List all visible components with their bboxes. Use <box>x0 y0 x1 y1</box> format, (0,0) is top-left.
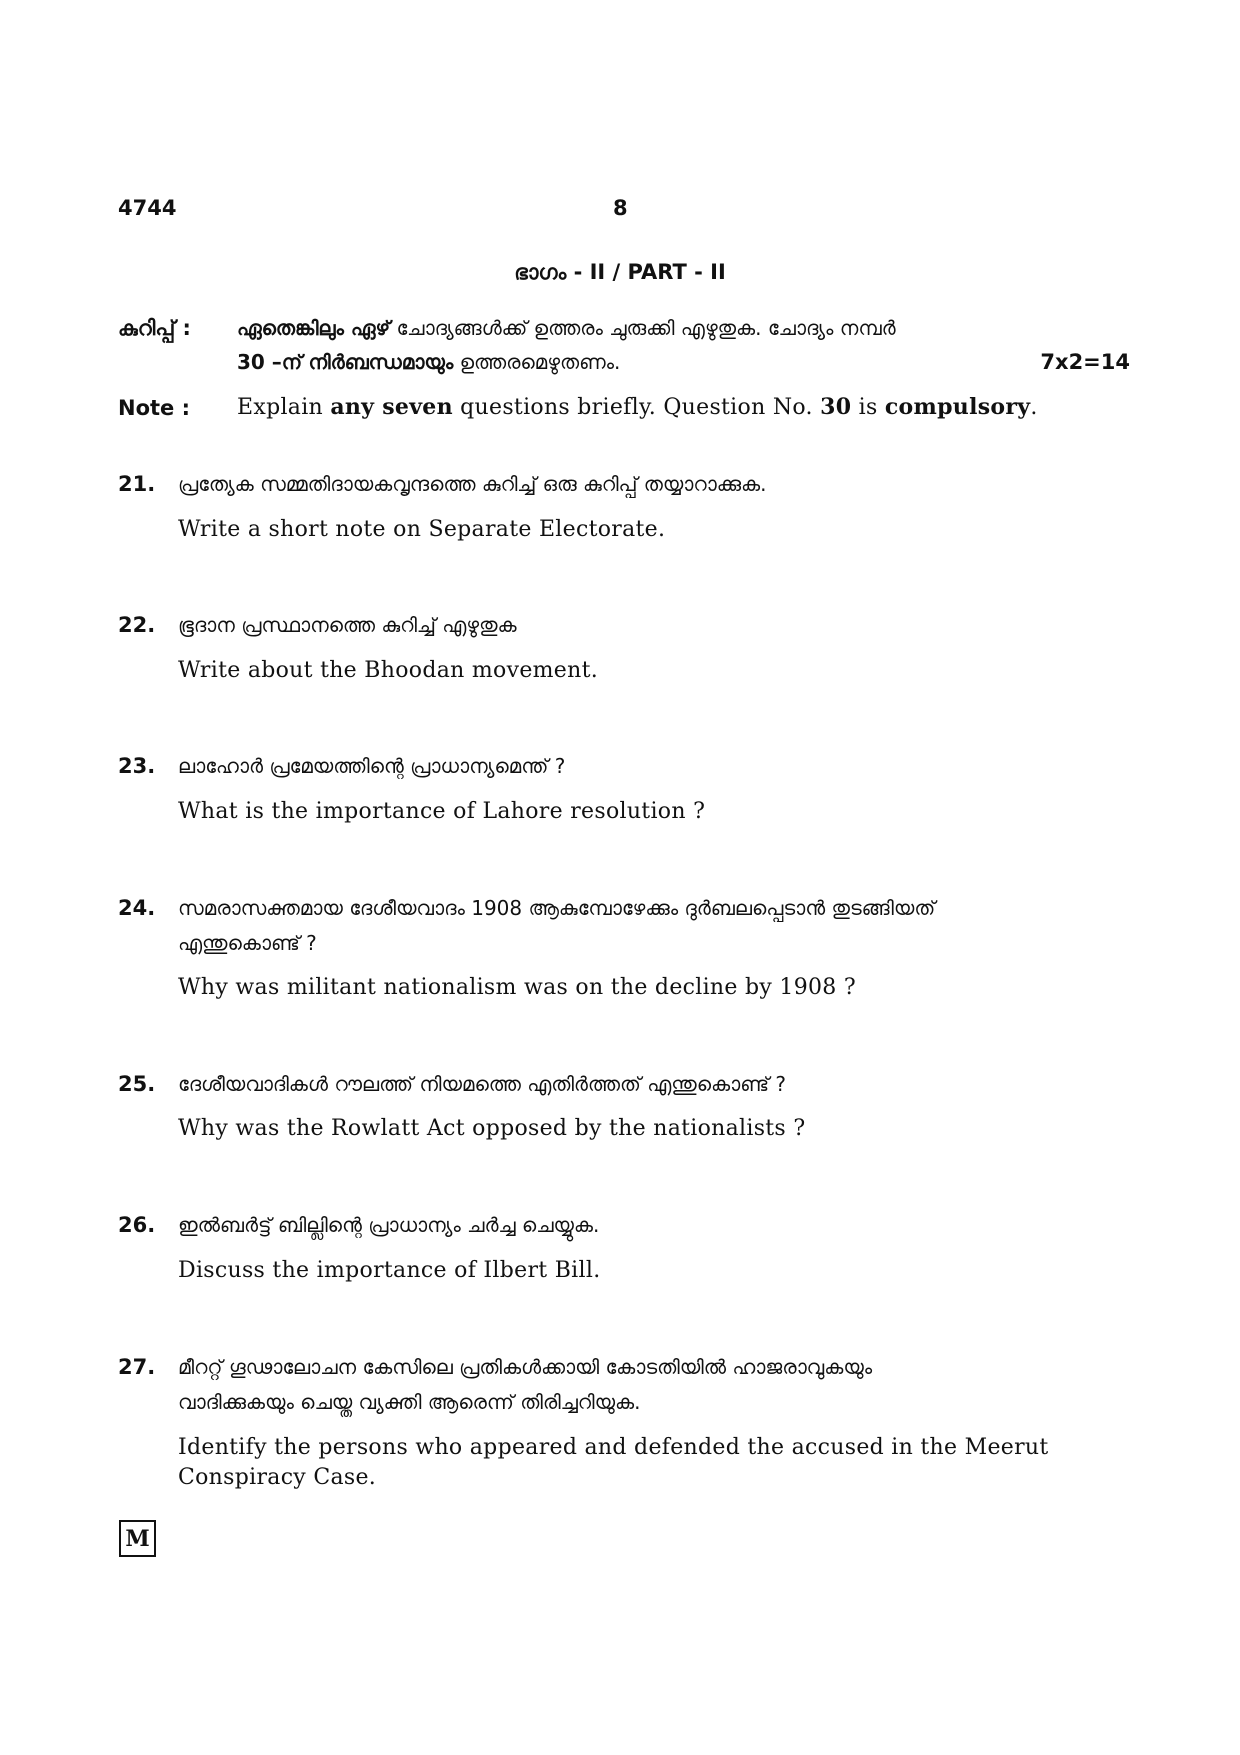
question-number: 27. <box>118 1355 156 1379</box>
question-english: What is the importance of Lahore resolution ? <box>178 799 706 824</box>
question-number: 26. <box>118 1213 156 1237</box>
kurip-bold-any-seven: ഏതെങ്കിലും ഏഴ് <box>237 316 391 340</box>
question-english: Write a short note on Separate Electorate. <box>178 517 666 542</box>
question-number: 25. <box>118 1072 156 1096</box>
question-english: Write about the Bhoodan movement. <box>178 658 599 683</box>
note-t3: is <box>851 395 885 420</box>
question-malayalam-line-2: എന്തുകൊണ്ട് ? <box>178 931 317 955</box>
question-english: Why was militant nationalism was on the decline by 1908 ? <box>178 975 856 1000</box>
kurip-line-2 <box>237 350 620 374</box>
kurip-label: കുറിപ്പ് : <box>118 316 191 340</box>
question-malayalam: ദേശീയവാദികൾ റൗലത്ത് നിയമത്തെ എതിർത്തത് എന്തുകൊണ്ട് ? <box>178 1072 787 1096</box>
note-bold-compulsory: compulsory <box>884 394 1031 420</box>
marks-allocation: 7x2=14 <box>1040 350 1130 374</box>
question-english: Why was the Rowlatt Act opposed by the nationalists ? <box>178 1116 806 1141</box>
paper-code: 4744 <box>118 196 177 220</box>
kurip-line-1 <box>237 316 896 340</box>
kurip-bold-compulsory: നിർബന്ധമായും <box>308 350 454 374</box>
note-t1: Explain <box>237 395 331 420</box>
question-malayalam: ലാഹോർ പ്രമേയത്തിന്റെ പ്രാധാന്യമെന്ത് ? <box>178 754 566 778</box>
note-t4: . <box>1030 395 1038 420</box>
question-english: Identify the persons who appeared and defended the accused in the Meerut Conspiracy Case. <box>178 1435 1049 1490</box>
question-number: 23. <box>118 754 156 778</box>
kurip-bold-qnum: 30 –ന് <box>237 350 303 374</box>
note-bold-30: 30 <box>820 394 852 420</box>
question-malayalam: ഭൂദാന പ്രസ്ഥാനത്തെ കുറിച്ച് എഴുതുക <box>178 613 517 637</box>
note-bold-any-seven: any seven <box>330 394 453 420</box>
page-number: 8 <box>613 196 628 220</box>
footer-m-box: M <box>119 1520 156 1557</box>
part-title: ഭാഗം - II / PART - II <box>514 260 726 284</box>
note-text <box>237 394 1038 420</box>
question-number: 22. <box>118 613 156 637</box>
question-malayalam: പ്രത്യേക സമ്മതിദായകവൃന്ദത്തെ കുറിച്ച് ഒരു കുറിപ്പ് തയ്യാറാക്കുക. <box>178 472 767 496</box>
question-number: 21. <box>118 472 156 496</box>
question-malayalam-line-2: വാദിക്കുകയും ചെയ്ത വ്യക്തി ആരെന്ന് തിരിച്ചറിയുക. <box>178 1390 641 1414</box>
note-label: Note : <box>118 396 190 420</box>
question-number: 24. <box>118 896 156 920</box>
kurip-line2-text: ഉത്തരമെഴുതണം. <box>453 350 621 374</box>
note-t2: questions briefly. Question No. <box>452 395 821 420</box>
kurip-line1-text: ചോദ്യങ്ങൾക്ക് ഉത്തരം ചുരുക്കി എഴുതുക. ചോദ്യം നമ്പർ <box>390 316 896 340</box>
question-malayalam: ഇൽബർട്ട് ബില്ലിന്റെ പ്രാധാന്യം ചർച്ച ചെയ്യുക. <box>178 1213 600 1237</box>
question-malayalam: മീററ്റ് ഗൂഢാലോചന കേസിലെ പ്രതികൾക്കായി കോടതിയിൽ ഹാജരാവുകയും <box>178 1355 873 1379</box>
question-malayalam: സമരാസക്തമായ ദേശീയവാദം 1908 ആകുമ്പോഴേക്കും ദുർബലപ്പെടാൻ തുടങ്ങിയത് <box>178 896 936 920</box>
question-english: Discuss the importance of Ilbert Bill. <box>178 1258 601 1283</box>
